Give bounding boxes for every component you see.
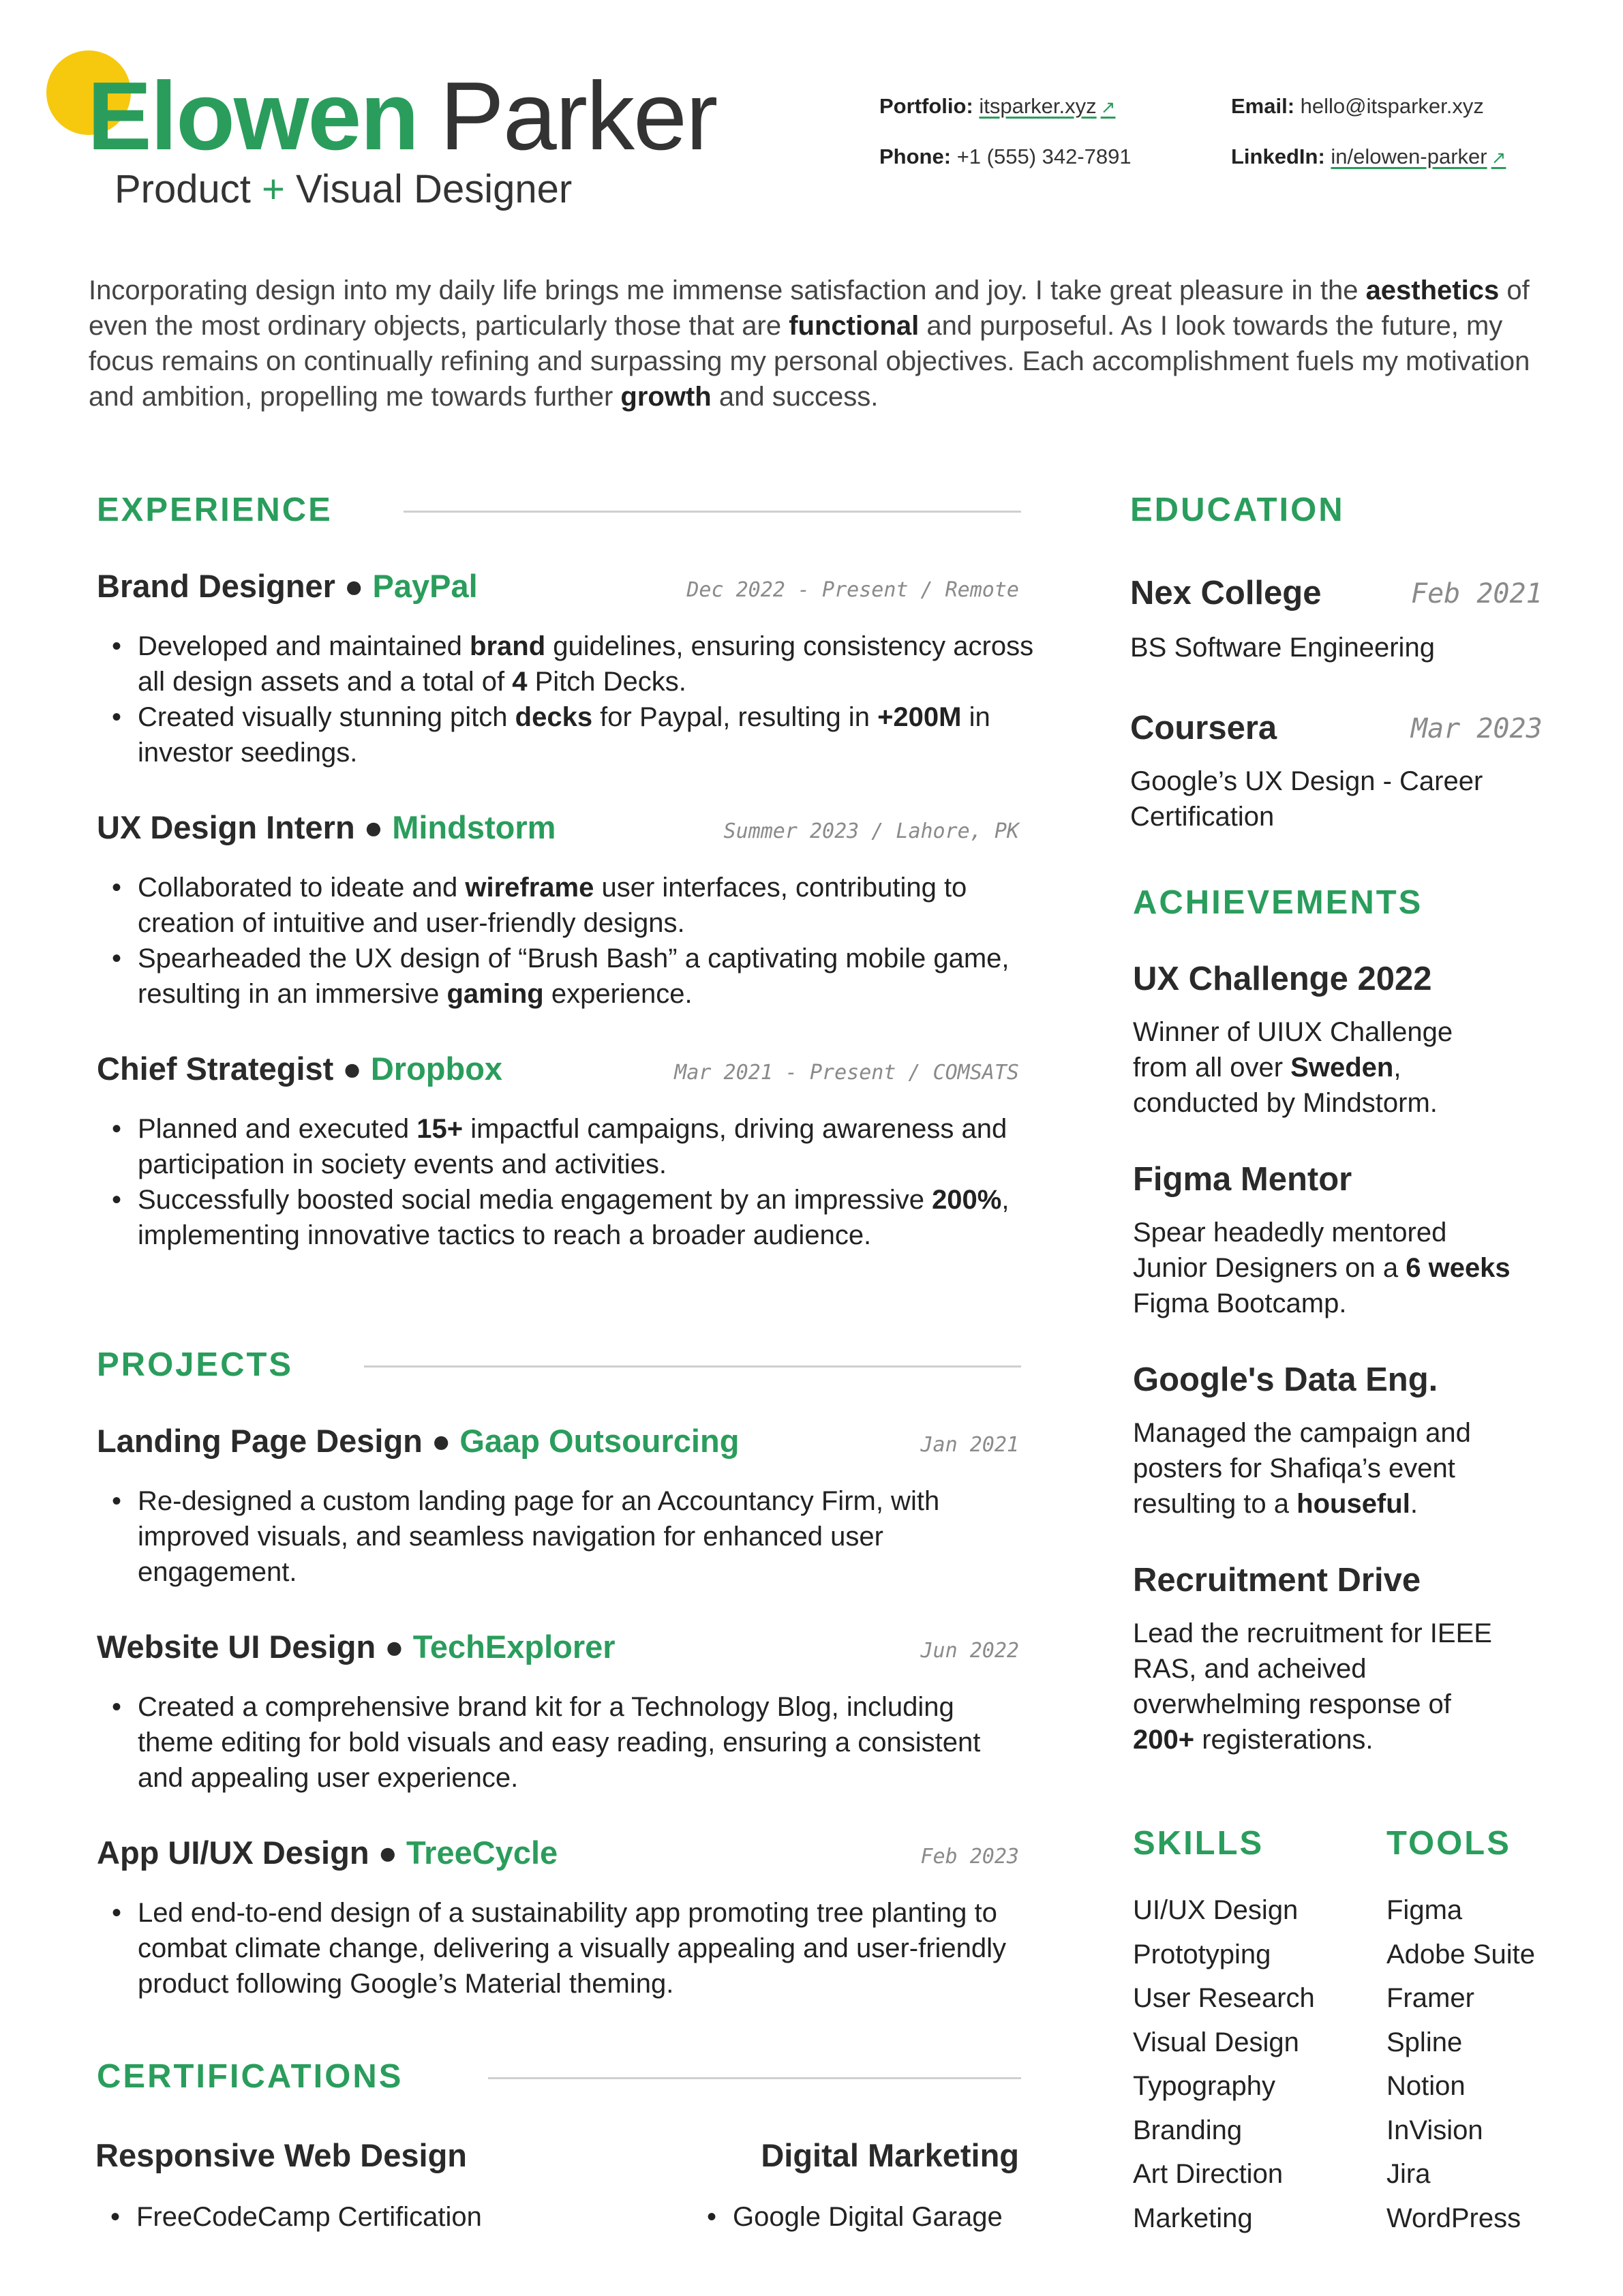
project-date: Jun 2022 <box>920 1639 1019 1663</box>
email-label: Email: <box>1231 94 1295 118</box>
list-item: • Collaborated to ideate and wireframe user interfaces, contributing to creation of intuitive and user-friendly designs. <box>97 870 1024 941</box>
role-part2: Visual Designer <box>296 167 573 211</box>
role-part1: Product <box>115 167 251 211</box>
external-link-icon: ↗ <box>1100 97 1116 117</box>
skill-item: UI/UX Design <box>1133 1895 1299 1925</box>
skill-item: Typography <box>1133 2071 1276 2101</box>
project-bullets <box>97 1689 1010 1796</box>
skill-item: Art Direction <box>1133 2159 1284 2189</box>
school-detail: BS Software Engineering <box>1130 633 1435 663</box>
project-date: Feb 2023 <box>920 1845 1019 1869</box>
section-divider <box>364 1365 1021 1368</box>
last-name: Parker <box>440 62 717 170</box>
job-title-mindstorm: UX Design Intern ● Mindstorm <box>97 809 556 845</box>
portfolio-link[interactable]: itsparker.xyz ↗ <box>979 94 1116 118</box>
project-title: App UI/UX Design ● TreeCycle <box>97 1834 558 1871</box>
job-title-dropbox: Chief Strategist ● Dropbox <box>97 1051 503 1087</box>
achievement-text: Spear headedly mentored Junior Designers on a 6 weeks Figma Bootcamp. <box>1133 1218 1511 1318</box>
achievements-heading: ACHIEVEMENTS <box>1133 884 1423 921</box>
skill-item: Branding <box>1133 2115 1243 2145</box>
projects-heading: PROJECTS <box>97 1346 294 1383</box>
school-name: Coursera <box>1130 710 1277 746</box>
list-item: • Google Digital Garage <box>692 2199 1033 2235</box>
candidate-name <box>87 62 717 170</box>
achievement-title: UX Challenge 2022 <box>1133 961 1432 997</box>
tool-item: Jira <box>1386 2159 1431 2189</box>
tool-item: InVision <box>1386 2115 1483 2145</box>
cert-title: Digital Marketing <box>761 2137 1019 2173</box>
job-bullets <box>97 870 1024 1012</box>
phone-label: Phone: <box>879 145 952 168</box>
skills-list <box>1133 1888 1315 2240</box>
achievement-text: Lead the recruitment for IEEE RAS, and acheived overwhelming response of 200+ registerations. <box>1133 1618 1492 1755</box>
contact-phone <box>879 145 1132 169</box>
external-link-icon: ↗ <box>1491 147 1506 168</box>
list-item: • Created visually stunning pitch decks for Paypal, resulting in +200M in investor seedings. <box>97 699 1037 770</box>
section-divider <box>404 511 1021 513</box>
role-plus: + <box>262 167 285 211</box>
project-bullets <box>97 1483 1037 1590</box>
linkedin-label: LinkedIn: <box>1231 145 1325 168</box>
school-detail: Google’s UX Design - Career Certification <box>1130 766 1483 832</box>
job-title-paypal: Brand Designer ● PayPal <box>97 568 478 604</box>
achievement-text: Managed the campaign and posters for Shafiqa’s event resulting to a houseful. <box>1133 1418 1471 1519</box>
contact-email <box>1231 94 1484 119</box>
list-item: • Spearheaded the UX design of “Brush Bash” a captivating mobile game, resulting in an immersive gaming experience. <box>97 941 1024 1012</box>
job-bullets <box>97 1111 1031 1253</box>
list-item: • Led end-to-end design of a sustainability app promoting tree planting to combat climate change, delivering a visually appealing and user-friendly product following Google’s Material theming. <box>97 1895 1031 2002</box>
experience-heading: EXPERIENCE <box>97 492 333 528</box>
tool-item: Framer <box>1386 1983 1474 2013</box>
achievement-title: Recruitment Drive <box>1133 1562 1421 1599</box>
job-meta: Summer 2023 / Lahore, PK <box>723 819 1019 843</box>
project-title: Website UI Design ● TechExplorer <box>97 1629 616 1665</box>
cert-title: Responsive Web Design <box>95 2137 467 2173</box>
achievement-title: Figma Mentor <box>1133 1161 1352 1198</box>
tool-item: WordPress <box>1386 2203 1521 2233</box>
list-item: • Planned and executed 15+ impactful campaigns, driving awareness and participation in society events and activities. <box>97 1111 1031 1182</box>
profile-summary: Incorporating design into my daily life brings me immense satisfaction and joy. I take great pleasure in the aesthetics of even the most ordinary objects, particularly those that are functional and purposeful. As I look towards the future, my focus remains on continually refining and surpassing my personal objectives. Each accomplishment fuels my motivation and ambition, propelling me towards further growth and success. <box>89 275 1530 412</box>
list-item: • Created a comprehensive brand kit for a Technology Blog, including theme editing for bold visuals and easy reading, ensuring a consistent and appealing user experience. <box>97 1689 1010 1796</box>
tool-item: Adobe Suite <box>1386 1939 1535 1969</box>
tool-item: Figma <box>1386 1895 1463 1925</box>
tool-item: Notion <box>1386 2071 1466 2101</box>
cert-bullets <box>95 2199 573 2235</box>
achievement-title: Google's Data Eng. <box>1133 1361 1438 1398</box>
cert-bullets <box>692 2199 1033 2235</box>
list-item: • Re-designed a custom landing page for an Accountancy Firm, with improved visuals, and seamless navigation for enhanced user engagement. <box>97 1483 1037 1590</box>
list-item: • Successfully boosted social media engagement by an impressive 200%, implementing innovative tactics to reach a broader audience. <box>97 1182 1031 1253</box>
list-item: • Developed and maintained brand guidelines, ensuring consistency across all design assets and a total of 4 Pitch Decks. <box>97 629 1037 699</box>
school-date: Feb 2021 <box>1411 578 1543 609</box>
contact-linkedin <box>1231 145 1506 169</box>
skill-item: Marketing <box>1133 2203 1253 2233</box>
job-meta: Mar 2021 - Present / COMSATS <box>674 1061 1019 1085</box>
job-meta: Dec 2022 - Present / Remote <box>686 578 1019 602</box>
skill-item: Visual Design <box>1133 2027 1299 2057</box>
portfolio-label: Portfolio: <box>879 94 973 118</box>
education-heading: EDUCATION <box>1130 492 1345 528</box>
skill-item: User Research <box>1133 1983 1315 2013</box>
contact-portfolio <box>879 94 1115 119</box>
job-bullets <box>97 629 1037 770</box>
achievement-text: Winner of UIUX Challenge from all over Sweden, conducted by Mindstorm. <box>1133 1017 1453 1118</box>
email-value[interactable]: hello@itsparker.xyz <box>1300 94 1484 118</box>
project-date: Jan 2021 <box>920 1433 1019 1457</box>
phone-value[interactable]: +1 (555) 342-7891 <box>956 145 1132 168</box>
school-name: Nex College <box>1130 575 1322 611</box>
section-divider <box>488 2077 1021 2079</box>
tools-list <box>1386 1888 1535 2240</box>
certifications-heading: CERTIFICATIONS <box>97 2058 404 2095</box>
skill-item: Prototyping <box>1133 1939 1271 1969</box>
list-item: • FreeCodeCamp Certification <box>95 2199 573 2235</box>
tools-heading: TOOLS <box>1386 1825 1511 1862</box>
project-bullets <box>97 1895 1031 2002</box>
job-title <box>115 166 572 212</box>
first-name: Elowen <box>87 62 419 170</box>
skills-heading: SKILLS <box>1133 1825 1264 1862</box>
tool-item: Spline <box>1386 2027 1463 2057</box>
linkedin-link[interactable]: in/elowen-parker ↗ <box>1331 145 1506 168</box>
school-date: Mar 2023 <box>1411 713 1543 744</box>
project-title: Landing Page Design ● Gaap Outsourcing <box>97 1423 740 1459</box>
